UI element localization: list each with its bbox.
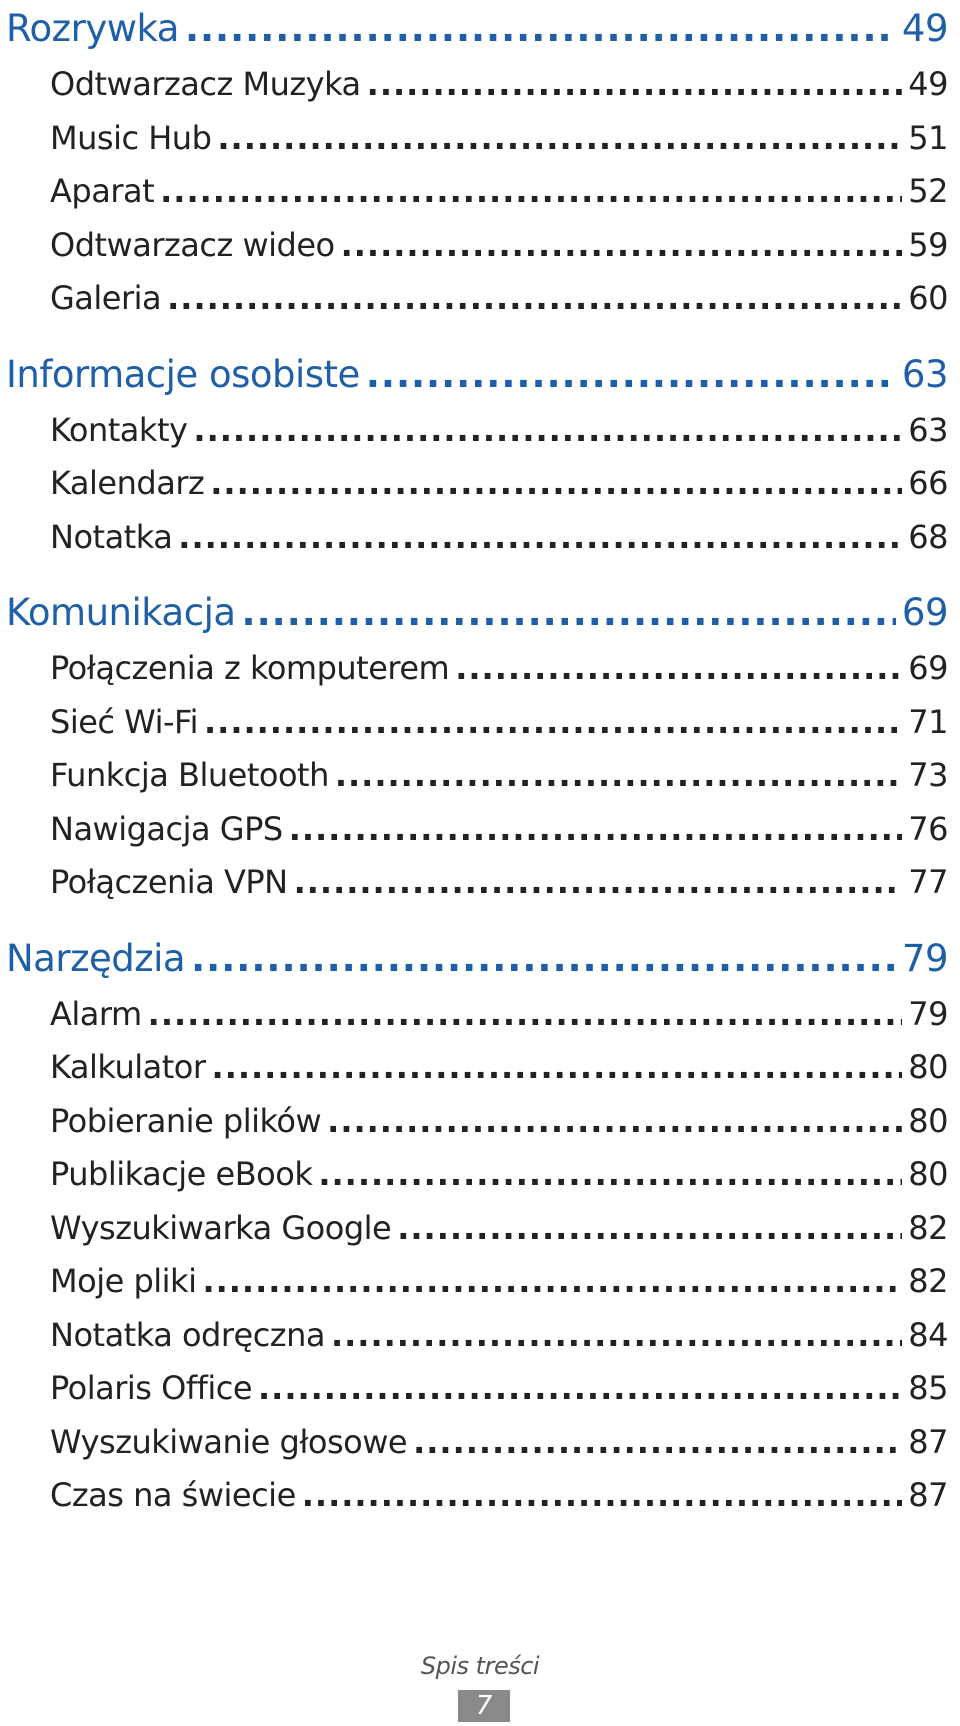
toc-entry-page: 73 [908, 756, 948, 794]
toc-entry-page: 85 [908, 1369, 948, 1407]
toc-entry[interactable] [6, 511, 954, 565]
toc-entry[interactable] [6, 272, 954, 326]
toc-entry-label: Sieć Wi-Fi [50, 702, 198, 741]
toc-entry-page: 71 [908, 702, 948, 741]
toc-leader-dots [210, 457, 902, 511]
toc-entry[interactable] [6, 1202, 954, 1256]
toc-leader-dots [341, 219, 903, 273]
toc-entry[interactable] [6, 58, 954, 112]
toc-entry-page: 77 [908, 863, 948, 901]
toc-heading-title: Narzędzia [6, 936, 186, 980]
toc-leader-dots [289, 803, 903, 857]
toc-entry[interactable] [6, 1469, 954, 1523]
toc-entry[interactable] [6, 404, 954, 458]
toc-entry-page: 82 [908, 1208, 948, 1247]
toc-entry-page: 76 [908, 809, 948, 848]
toc-heading-page: 69 [901, 591, 948, 634]
toc-heading-page: 49 [901, 7, 948, 50]
toc-entry[interactable] [6, 1362, 954, 1416]
toc-entry-label: Notatka [50, 517, 173, 556]
toc-heading[interactable] [6, 0, 954, 58]
toc-section-rozrywka [6, 0, 954, 326]
table-of-contents [6, 0, 954, 1523]
toc-leader-dots [335, 749, 902, 803]
toc-leader-dots [204, 696, 902, 750]
toc-entry-label: Moje pliki [50, 1262, 197, 1300]
toc-entry-page: 66 [908, 464, 948, 502]
toc-section-informacje-osobiste [6, 346, 954, 565]
toc-entry-label: Publikacje eBook [50, 1155, 313, 1193]
toc-heading-title: Rozrywka [6, 7, 179, 50]
toc-leader-dots [202, 1255, 902, 1309]
toc-entry-label: Nawigacja GPS [50, 809, 283, 848]
toc-entry-label: Alarm [50, 994, 142, 1033]
toc-entry-label: Kalkulator [50, 1048, 206, 1086]
toc-leader-dots [327, 1095, 902, 1149]
toc-entry[interactable] [6, 457, 954, 511]
toc-entry-page: 60 [908, 279, 948, 317]
toc-entry-page: 59 [908, 225, 948, 264]
toc-entry-label: Odtwarzacz wideo [50, 225, 335, 264]
toc-entry-label: Kontakty [50, 410, 188, 449]
toc-entry-label: Wyszukiwanie głosowe [50, 1422, 408, 1461]
toc-entry-label: Połączenia VPN [50, 863, 288, 901]
toc-leader-dots [302, 1469, 903, 1523]
toc-leader-dots [258, 1362, 902, 1416]
toc-entry-page: 52 [908, 172, 948, 210]
toc-entry-page: 80 [908, 1048, 948, 1086]
toc-entry-page: 79 [908, 994, 948, 1033]
toc-leader-dots [294, 856, 903, 910]
toc-entry[interactable] [6, 1148, 954, 1202]
toc-entry[interactable] [6, 1041, 954, 1095]
toc-entry[interactable] [6, 1416, 954, 1470]
toc-entry[interactable] [6, 749, 954, 803]
toc-entry-page: 69 [908, 649, 948, 687]
toc-leader-dots [185, 0, 896, 58]
toc-leader-dots [212, 1041, 903, 1095]
footer-section-label: Spis treści [420, 1652, 540, 1680]
toc-heading-title: Komunikacja [6, 591, 236, 634]
toc-entry-page: 68 [908, 517, 948, 556]
toc-entry[interactable] [6, 112, 954, 166]
toc-entry[interactable] [6, 642, 954, 696]
toc-entry[interactable] [6, 1255, 954, 1309]
toc-leader-dots [455, 642, 902, 696]
toc-leader-dots [318, 1148, 902, 1202]
toc-entry-label: Music Hub [50, 118, 212, 157]
toc-entry-label: Połączenia z komputerem [50, 649, 450, 687]
toc-entry-label: Odtwarzacz Muzyka [50, 65, 361, 103]
toc-entry-label: Notatka odręczna [50, 1315, 325, 1354]
toc-leader-dots [242, 584, 896, 642]
toc-entry[interactable] [6, 988, 954, 1042]
toc-entry-page: 63 [908, 410, 948, 449]
toc-entry-label: Czas na świecie [50, 1476, 296, 1514]
toc-leader-dots [413, 1416, 902, 1470]
toc-entry-label: Aparat [50, 172, 155, 210]
toc-entry-page: 87 [908, 1476, 948, 1514]
page-number-badge: 7 [458, 1690, 510, 1722]
toc-section-narzedzia [6, 930, 954, 1523]
toc-entry[interactable] [6, 856, 954, 910]
toc-leader-dots [367, 58, 903, 112]
toc-entry-page: 80 [908, 1101, 948, 1140]
toc-entry-page: 80 [908, 1155, 948, 1193]
toc-entry-label: Funkcja Bluetooth [50, 756, 329, 794]
toc-entry[interactable] [6, 1309, 954, 1363]
toc-entry[interactable] [6, 696, 954, 750]
toc-entry-label: Polaris Office [50, 1369, 253, 1407]
toc-entry[interactable] [6, 219, 954, 273]
toc-section-komunikacja [6, 584, 954, 910]
toc-entry-page: 51 [908, 118, 948, 157]
toc-entry-label: Galeria [50, 279, 162, 317]
toc-leader-dots [191, 930, 896, 988]
toc-heading-page: 79 [901, 936, 948, 980]
toc-entry-page: 84 [908, 1315, 948, 1354]
toc-heading-title: Informacje osobiste [6, 352, 360, 396]
toc-entry-page: 87 [908, 1422, 948, 1461]
toc-entry[interactable] [6, 1095, 954, 1149]
toc-entry-label: Kalendarz [50, 464, 205, 502]
toc-leader-dots [178, 511, 902, 565]
toc-leader-dots [331, 1309, 902, 1363]
toc-leader-dots [160, 165, 902, 219]
toc-entry[interactable] [6, 803, 954, 857]
toc-entry-label: Pobieranie plików [50, 1101, 322, 1140]
toc-leader-dots [167, 272, 902, 326]
toc-leader-dots [366, 346, 896, 404]
toc-leader-dots [148, 988, 903, 1042]
toc-entry-label: Wyszukiwarka Google [50, 1208, 392, 1247]
toc-entry-page: 49 [908, 65, 948, 103]
toc-entry-page: 82 [908, 1262, 948, 1300]
toc-heading[interactable] [6, 584, 954, 642]
toc-leader-dots [397, 1202, 902, 1256]
toc-heading[interactable] [6, 346, 954, 404]
toc-leader-dots [193, 404, 902, 458]
toc-heading[interactable] [6, 930, 954, 988]
toc-heading-page: 63 [901, 352, 948, 396]
toc-entry[interactable] [6, 165, 954, 219]
toc-leader-dots [217, 112, 902, 166]
